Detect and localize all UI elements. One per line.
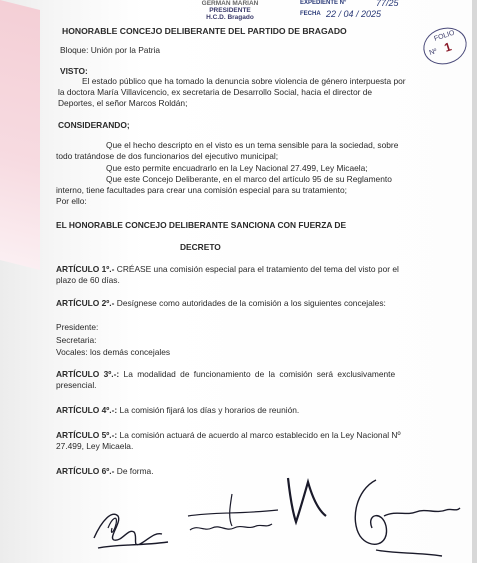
visto-title: VISTO: [60,66,88,76]
articulo-2 [56,298,386,308]
articulo-1-continuation: plazo de 60 días. [56,275,120,285]
considerando-line: Por ello: [56,196,87,206]
articulo-label: ARTÍCULO 4º.-: [56,405,118,415]
articulo-label: ARTÍCULO 2º.- [56,298,115,308]
sanciona-line: EL HONORABLE CONCEJO DELIBERANTE SANCIONA CON FUERZA DE [56,220,347,230]
considerando-line: interno, tiene facultades para crear una comisión especial para su tratamiento; [56,185,347,195]
articulo-1 [56,264,399,274]
articulo-text: La modalidad de funcionamiento de la comisión será exclusivamente [123,369,396,379]
articulo-text: La comisión fijará los días y horarios de reunión. [119,405,300,415]
considerando-line: Que esto permite encuadrarlo en la Ley Nacional 27.499, Ley Micaela; [106,163,368,173]
articulo-6 [56,466,154,476]
articulo-label: ARTÍCULO 3º.-: [56,369,120,379]
autoridad-presidente: Presidente: [56,322,99,332]
expediente-label: EXPEDIENTE Nº [300,0,347,6]
fecha-label: FECHA [300,11,321,17]
articulo-text: De forma. [116,466,154,476]
visto-line: Deportes, el señor Marcos Roldán; [58,98,188,108]
folio-stamp [419,22,472,70]
document-header: HONORABLE CONCEJO DELIBERANTE DEL PARTIDO DE BRAGADO [62,26,347,36]
stamp-institution: H.C.D. Bragado [206,14,254,21]
folio-label: FOLIO [433,29,456,43]
autoridad-secretaria: Secretaria: [56,335,97,345]
bloque-line: Bloque: Unión por la Patria [60,45,161,55]
fecha-value: 22 / 04 / 2025 [326,9,382,19]
considerando-title: CONSIDERANDO; [58,120,130,130]
articulo-label: ARTÍCULO 5º.-: [56,430,118,440]
articulo-3 [56,369,395,379]
expediente-stamp [296,0,456,18]
visto-line: la doctora María Villavicencio, ex secretaria de Desarrollo Social, hacia el director de [58,87,373,97]
folio-prefix: Nº [428,47,438,57]
articulo-text: CRÉASE una comisión especial para el tratamiento del tema del visto por el [116,264,399,274]
articulo-text: Desígnese como autoridades de la comisión a los siguientes concejales: [116,298,386,308]
articulo-4 [56,405,299,415]
president-stamp [190,0,270,21]
articulo-label: ARTÍCULO 1º.- [56,264,115,274]
considerando-line: Que el hecho descripto en el visto es un tema sensible para la sociedad, sobre [106,140,399,150]
signature-1 [88,498,178,558]
autoridad-vocales: Vocales: los demás concejales [56,347,171,357]
visto-line: El estado público que ha tomado la denuncia sobre violencia de género interpuesta por [82,76,406,86]
considerando-line: todo tratándose de dos funcionarios del ejecutivo municipal; [56,151,279,161]
pink-paper-edge [0,0,40,270]
expediente-number: 77/25 [376,0,399,8]
page-edge-shadow [472,0,477,563]
articulo-3-continuation: presencial. [56,380,97,390]
articulo-5-continuation: 27.499, Ley Micaela. [56,441,134,451]
articulo-text: La comisión actuará de acuerdo al marco establecido en la Ley Nacional Nº [119,430,401,440]
stamp-title: PRESIDENTE [209,7,251,14]
signature-4 [346,470,464,560]
signature-3 [280,466,340,536]
articulo-5 [56,430,401,440]
articulo-label: ARTÍCULO 6º.- [56,466,115,476]
folio-number: 1 [442,39,454,55]
decreto-title: DECRETO [180,242,221,252]
signature-2 [182,486,282,546]
considerando-line: Que este Concejo Deliberante, en el marco del artículo 95 de su Reglamento [106,174,392,184]
stamp-name: GERMAN MARIAN [201,0,259,7]
